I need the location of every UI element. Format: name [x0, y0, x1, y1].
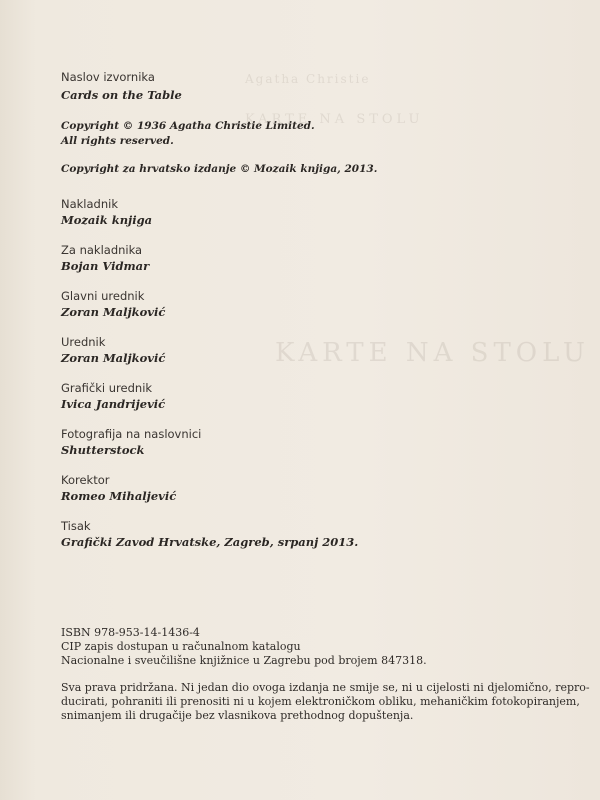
credit-role: Glavni urednik	[61, 289, 145, 303]
isbn: ISBN 978-953-14-1436-4	[61, 626, 200, 639]
credit-role: Tisak	[61, 519, 91, 533]
credit-name: Bojan Vidmar	[61, 259, 150, 273]
credit-name: Ivica Jandrijević	[61, 397, 166, 411]
bleed-through-author: Agatha Christie	[245, 72, 371, 86]
credit-name: Grafički Zavod Hrvatske, Zagreb, srpanj 2013.	[61, 535, 359, 549]
rights-notice-line: Sva prava pridržana. Ni jedan dio ovoga izdanja ne smije se, ni u cijelosti ni djelomično, repro-	[61, 681, 590, 694]
credit-role: Fotografija na naslovnici	[61, 427, 202, 441]
bleed-through-title: KARTE NA STOLU	[245, 112, 424, 127]
credit-role: Grafički urednik	[61, 381, 153, 395]
original-title: Cards on the Table	[61, 88, 182, 102]
rights-notice-line: ducirati, pohraniti ili prenositi ni u kojem elektroničkom obliku, mehaničkim fotokopiranjem,	[61, 695, 580, 708]
bleed-through-heading: KARTE NA STOLU	[275, 338, 590, 368]
credit-role: Za nakladnika	[61, 243, 143, 257]
original-title-label: Naslov izvornika	[61, 70, 155, 84]
copyright-croatian: Copyright za hrvatsko izdanje © Mozaik knjiga, 2013.	[61, 163, 378, 175]
credit-role: Korektor	[61, 473, 110, 487]
credit-name: Zoran Maljković	[61, 305, 166, 319]
credit-role: Nakladnik	[61, 197, 118, 211]
credit-name: Mozaik knjiga	[61, 213, 153, 227]
credit-name: Zoran Maljković	[61, 351, 166, 365]
copyright-line-2: All rights reserved.	[61, 135, 174, 147]
rights-notice-line: snimanjem ili drugačije bez vlasnikova prethodnog dopuštenja.	[61, 709, 414, 722]
library-record: Nacionalne i sveučilišne knjižnice u Zagrebu pod brojem 847318.	[61, 654, 427, 667]
credit-name: Shutterstock	[61, 443, 145, 457]
credit-name: Romeo Mihaljević	[61, 489, 177, 503]
credit-role: Urednik	[61, 335, 106, 349]
copyright-line-1: Copyright © 1936 Agatha Christie Limited.	[61, 120, 315, 132]
cip-record: CIP zapis dostupan u računalnom katalogu	[61, 640, 301, 653]
